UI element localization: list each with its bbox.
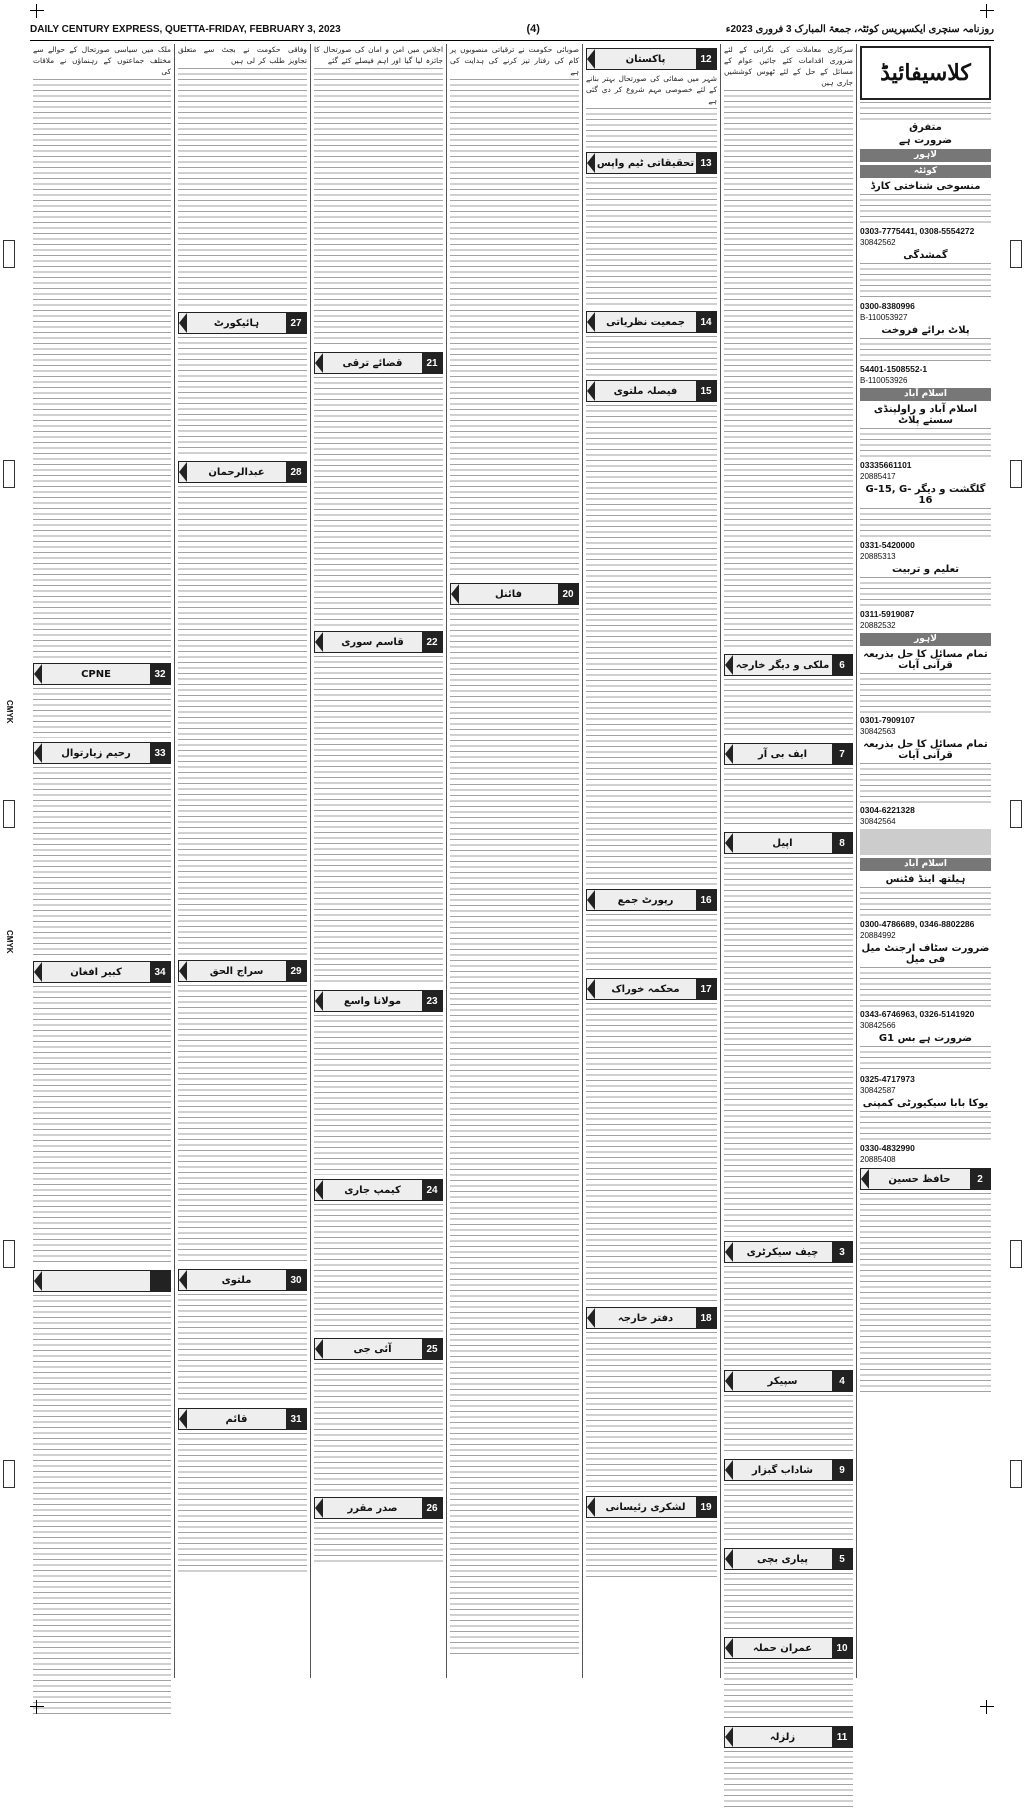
news-column-a <box>720 44 856 1743</box>
page-header <box>30 18 994 41</box>
story-body <box>724 1484 853 1544</box>
ad-phone: 54401-1508552-1 <box>860 364 928 374</box>
side-mark-left-5 <box>3 1460 15 1488</box>
ad-ref: 20884992 <box>860 931 896 940</box>
ad-ref: B-110053926 <box>860 376 908 385</box>
ad-phone: 0330-4832990 <box>860 1143 915 1153</box>
columns <box>30 44 994 1743</box>
newspaper-page <box>30 18 994 1743</box>
registration-mark-top-left <box>30 4 44 18</box>
news-column-b <box>582 44 720 1678</box>
story-body <box>724 1266 853 1366</box>
story-body <box>724 1662 853 1722</box>
side-mark-left-2 <box>3 460 15 488</box>
story-text: ملک میں سیاسی صورتحال کے حوالے سے مختلف جماعتوں کے رہنماؤں نے ملاقات کی <box>33 45 171 76</box>
ad-heading: ضرورت ہے بس G1 <box>878 1033 973 1044</box>
story-body <box>586 177 717 307</box>
story-body <box>724 1395 853 1455</box>
ad-heading: اسلام آباد و راولپنڈی سستے پلاٹ <box>873 404 978 426</box>
story-heading: 18 دفتر خارجہ <box>586 1307 717 1329</box>
ad-phone: 0301-7909107 <box>860 715 915 725</box>
story-body <box>860 1193 991 1393</box>
story-body <box>586 914 717 974</box>
story-body <box>314 68 443 348</box>
story-body <box>178 1294 307 1404</box>
ad-heading: تمام مسائل کا حل بذریعہ قرآنی آیات <box>863 739 988 761</box>
ad-heading: گلگشت و دیگر G-15, G-16 <box>865 484 986 506</box>
story-heading: 32 CPNE <box>33 663 171 685</box>
story-heading: 3 چیف سیکرٹری <box>724 1241 853 1263</box>
ad-heading: تمام مسائل کا حل بذریعہ قرآنی آیات <box>863 649 988 671</box>
story-heading: 14 جمعیت نظریاتی <box>586 311 717 333</box>
news-column-e <box>174 44 310 1678</box>
ad-body <box>860 887 991 917</box>
side-mark-left-4 <box>3 1240 15 1268</box>
header-english-dateline: DAILY CENTURY EXPRESS, QUETTA-FRIDAY, FEBRUARY 3, 2023 <box>30 23 341 35</box>
ad-ref: 30842587 <box>860 1086 896 1095</box>
ad-ref: 30842563 <box>860 727 896 736</box>
ad-phone: 0300-4786689, 0346-8802286 <box>860 919 975 929</box>
ad-body <box>860 263 991 299</box>
story-heading: 5 پیاری بچی <box>724 1548 853 1570</box>
ad-heading: یوکا بابا سیکیورٹی کمپنی <box>862 1098 989 1109</box>
story-text: اجلاس میں امن و امان کی صورتحال کا جائزہ لیا گیا اور اہم فیصلے کئے گئے <box>314 45 443 65</box>
story-heading: 19 لشکری رئیسانی <box>586 1496 717 1518</box>
story-heading: 28 عبدالرحمان <box>178 461 307 483</box>
story-body <box>178 337 307 457</box>
story-body <box>586 1521 717 1581</box>
story-body <box>586 405 717 885</box>
cmyk-label: CMYK <box>5 700 14 724</box>
ad-heading: ہیلتھ اینڈ فٹنس <box>885 874 966 885</box>
ad-ref: 20882532 <box>860 621 896 630</box>
story-heading: 33 رحیم زیارتوال <box>33 742 171 764</box>
ad-ref: 20885417 <box>860 472 896 481</box>
story-heading: 13 تحقیقاتی ٹیم واپس <box>586 152 717 174</box>
ad-phone: 0303-7775441, 0308-5554272 <box>860 226 975 236</box>
city-bar: لاہور <box>860 149 991 162</box>
ad-heading: گمشدگی <box>903 250 948 261</box>
ad-phone: 0331-5420000 <box>860 540 915 550</box>
story-heading: 15 فیصلہ ملتوی <box>586 380 717 402</box>
story-body <box>33 79 171 659</box>
story-heading: 12 پاکستان <box>586 48 717 70</box>
city-bar: کوئٹہ <box>860 165 991 178</box>
ad-heading: تعلیم و تربیت <box>892 564 959 575</box>
story-heading: 25 آئی جی <box>314 1338 443 1360</box>
ad-heading: پلاٹ برائے فروخت <box>881 325 970 336</box>
story-heading: 17 محکمہ خوراک <box>586 978 717 1000</box>
story-body <box>33 986 171 1266</box>
story-body <box>314 1522 443 1562</box>
story-body <box>178 985 307 1265</box>
ad-ref: 30842566 <box>860 1021 896 1030</box>
story-heading: 11 زلزلہ <box>724 1726 853 1748</box>
ad-ref: 20885313 <box>860 552 896 561</box>
side-mark-right-3 <box>1010 800 1022 828</box>
ad-ref: B-110053927 <box>860 313 908 322</box>
side-mark-left-1 <box>3 240 15 268</box>
story-heading: 6 ملکی و دیگر خارجہ <box>724 654 853 676</box>
ad-heading: منسوخی شناختی کارڈ <box>870 181 981 192</box>
ad-phone: 0343-6746963, 0326-5141920 <box>860 1009 975 1019</box>
ad-body <box>860 428 991 458</box>
story-body <box>178 486 307 956</box>
story-text: صوبائی حکومت نے ترقیاتی منصوبوں پر کام کی رفتار تیز کرنے کی ہدایت کی ہے <box>450 45 579 76</box>
story-body <box>314 377 443 627</box>
story-body <box>724 679 853 739</box>
story-heading: 24 کیمپ جاری <box>314 1179 443 1201</box>
story-body <box>178 68 307 308</box>
ad-phone: 0304-6221328 <box>860 805 915 815</box>
side-mark-right-4 <box>1010 1240 1022 1268</box>
story-body <box>724 768 853 828</box>
city-bar: اسلام آباد <box>860 858 991 871</box>
story-heading: 21 قضائے ترقی <box>314 352 443 374</box>
classified-title: کلاسیفائیڈ <box>860 46 991 100</box>
story-body <box>586 1003 717 1303</box>
ad-phone: 0311-5919087 <box>860 609 915 619</box>
story-heading: 2 حافظ حسین <box>860 1168 991 1190</box>
story-body <box>724 857 853 1237</box>
classified-intro <box>860 102 991 120</box>
ad-body <box>860 1111 991 1141</box>
story-heading: 22 قاسم سوری <box>314 631 443 653</box>
registration-mark-bottom-right <box>980 1700 994 1714</box>
classified-column <box>856 44 994 1678</box>
story-heading: 31 قائم <box>178 1408 307 1430</box>
story-heading: 26 صدر مقرر <box>314 1497 443 1519</box>
story-heading: 8 اپیل <box>724 832 853 854</box>
story-heading: 10 عمران حملہ <box>724 1637 853 1659</box>
story-heading: 16 رپورٹ جمع <box>586 889 717 911</box>
city-bar: اسلام آباد <box>860 388 991 401</box>
ad-body <box>860 508 991 538</box>
story-body <box>586 108 717 148</box>
side-mark-right-1 <box>1010 240 1022 268</box>
side-mark-right-2 <box>1010 460 1022 488</box>
story-body <box>314 1363 443 1493</box>
ad-phone: 0300-8380996 <box>860 301 915 311</box>
story-heading: 23 مولانا واسع <box>314 990 443 1012</box>
story-heading <box>33 1270 171 1292</box>
ad-body <box>860 967 991 1007</box>
section-label: متفرق <box>909 122 942 133</box>
story-body <box>450 79 579 579</box>
story-body <box>314 1015 443 1175</box>
side-mark-left-3 <box>3 800 15 828</box>
story-heading: 4 سپیکر <box>724 1370 853 1392</box>
story-body <box>33 767 171 957</box>
ad-ref: 30842564 <box>860 817 896 826</box>
ad-ref: 30842562 <box>860 238 896 247</box>
news-column-d <box>310 44 446 1678</box>
story-text: سرکاری معاملات کی نگرانی کے لئے ضروری اقدامات کئے جائیں عوام کے مسائل کے حل کے لئے ٹھوس کوششیں جاری ہیں <box>724 45 853 87</box>
story-heading: 20 فائنل <box>450 583 579 605</box>
ad-body <box>860 194 991 224</box>
ad-phone: 0325-4717973 <box>860 1074 915 1084</box>
news-column-c <box>446 44 582 1678</box>
story-heading: 34 کبیر افغان <box>33 961 171 983</box>
story-text: وفاقی حکومت نے بجٹ سے متعلق تجاویز طلب کر لی ہیں <box>178 45 307 65</box>
story-body <box>314 1204 443 1334</box>
ad-body <box>860 338 991 362</box>
news-column-f <box>30 44 174 1678</box>
story-body <box>178 1433 307 1573</box>
story-body <box>586 336 717 376</box>
ad-body <box>860 673 991 713</box>
ad-body <box>860 763 991 803</box>
cmyk-label-2: CMYK <box>5 930 14 954</box>
header-urdu-dateline: روزنامہ سنچری ایکسپریس کوئٹہ، جمعۃ المبارک 3 فروری 2023ء <box>725 23 994 35</box>
side-mark-right-5 <box>1010 1460 1022 1488</box>
ad-heading: ضرورت سٹاف ارجنٹ میل فی میل <box>861 943 990 965</box>
story-heading: 9 شاداب گبزار <box>724 1459 853 1481</box>
story-heading: 29 سراج الحق <box>178 960 307 982</box>
story-body <box>314 656 443 986</box>
story-text: شہر میں صفائی کی صورتحال بہتر بنانے کے لئے خصوصی مہم شروع کر دی گئی ہے <box>586 74 717 105</box>
ad-ref: 20885408 <box>860 1155 896 1164</box>
page-number: (4) <box>526 23 540 35</box>
story-body <box>586 1332 717 1492</box>
registration-mark-top-right <box>980 4 994 18</box>
story-heading: 7 ایف بی آر <box>724 743 853 765</box>
city-bar: لاہور <box>860 633 991 646</box>
ad-body <box>860 1046 991 1072</box>
section-label: ضرورت ہے <box>898 135 953 146</box>
story-body <box>724 1573 853 1633</box>
story-heading: 27 ہائیکورٹ <box>178 312 307 334</box>
story-heading: 30 ملتوی <box>178 1269 307 1291</box>
story-body <box>724 1751 853 1811</box>
ad-phone: 03335661101 <box>860 460 912 470</box>
story-body <box>450 608 579 1658</box>
ad-body <box>860 577 991 607</box>
story-body <box>724 90 853 650</box>
fitness-image <box>860 829 991 855</box>
story-body <box>33 688 171 738</box>
story-body <box>33 1295 171 1715</box>
